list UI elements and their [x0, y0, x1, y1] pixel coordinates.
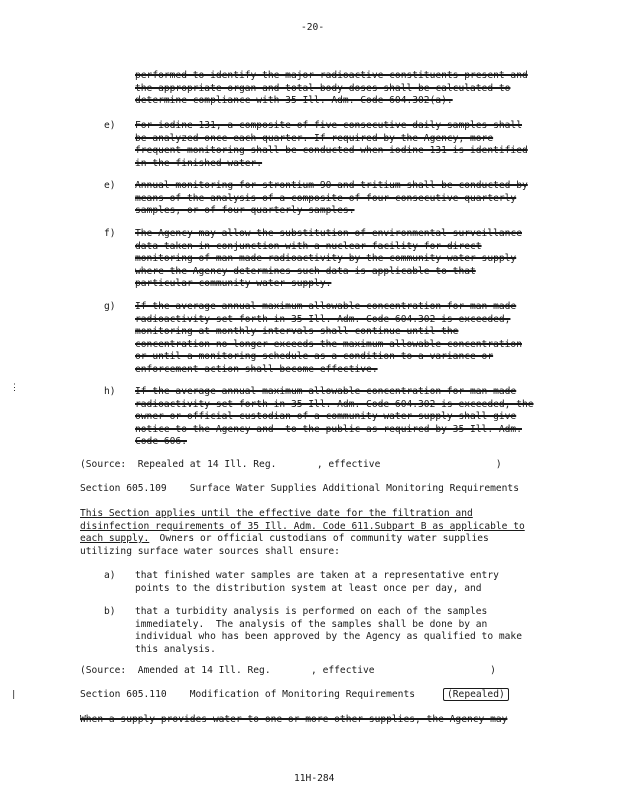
item-e2-line-1: Annual monitoring for strontium-90 and tritium shall be conducted by — [135, 180, 528, 191]
item-h-line-1: If the average annual maximum allowable concentration for man-made — [135, 386, 517, 397]
intro-underlined-line-2: disinfection requirements of 35 Ill. Adm. Code 611.Subpart B as applicable to — [80, 520, 525, 532]
intro-underlined-line-1: This Section applies until the effective date for the filtration and — [80, 508, 473, 519]
item-label-e2: e) — [104, 180, 116, 191]
continued-line-3: determine compliance with 35 Ill. Adm. Code 604.302(a). — [135, 95, 453, 106]
source-note-repealed: (Source: Repealed at 14 Ill. Reg. , effective ) — [80, 459, 502, 470]
repealed-last-line: When a supply provides water to one or more other supplies, the Agency may — [80, 714, 508, 725]
intro-underlined-line-3: each supply. — [80, 533, 150, 544]
item-label-f: f) — [104, 228, 116, 239]
item-b-line-3: individual who has been approved by the Agency as qualified to make — [135, 631, 522, 642]
item-f-line-1: The Agency may allow the substitution of environmental surveillance — [135, 228, 522, 239]
item-label-e1: e) — [104, 120, 116, 131]
section-605-110-heading: Section 605.110 Modification of Monitoring Requirements — [80, 689, 416, 700]
item-b-line-1: that a turbidity analysis is performed on each of the samples — [135, 606, 488, 617]
item-h-line-5: Code 606. — [135, 436, 187, 447]
intro-line-3-rest: Owners or official custodians of community water supplies — [148, 533, 489, 544]
continued-line-2: the appropriate organ and total body doses shall be calculated to — [135, 82, 511, 94]
item-g-line-6: enforcement action shall become effective. — [135, 363, 378, 375]
item-label-a: a) — [104, 570, 116, 581]
item-e1-line-4: in the finished water. — [135, 157, 263, 169]
item-b-line-2: immediately. The analysis of the samples shall be done by an — [135, 618, 488, 630]
intro-line-4: utilizing surface water sources shall ensure: — [80, 545, 340, 557]
item-e2-line-2: means of the analysis of a composite of four consecutive quarterly — [135, 192, 517, 204]
item-a-line-2: points to the distribution system at least once per day, and — [135, 582, 482, 594]
item-e2-line-3: samples, or of four quarterly samples. — [135, 205, 355, 216]
item-e1-line-3: frequent monitoring shall be conducted when iodine-131 is identified — [135, 145, 528, 156]
continued-line-1: performed to identify the major radioactive constituents present and — [135, 70, 528, 81]
repealed-status-box: (Repealed) — [443, 688, 509, 701]
page-header: -20- — [301, 22, 325, 33]
page-footer: 11H-284 — [294, 773, 335, 784]
item-a-line-1: that finished water samples are taken at a representative entry — [135, 570, 499, 581]
item-f-line-2: data taken in conjunction with a nuclear facility for direct — [135, 240, 482, 252]
item-g-line-1: If the average annual maximum allowable concentration for man-made — [135, 301, 517, 312]
item-label-b: b) — [104, 606, 116, 617]
item-f-line-3: monitoring of man-made radioactivity by the community water supply — [135, 253, 517, 264]
item-g-line-5: or until a monitoring schedule as a condition to a variance or — [135, 351, 494, 362]
source-note-amended: (Source: Amended at 14 Ill. Reg. , effective ) — [80, 665, 496, 676]
item-e1-line-1: For iodine-131, a composite of five consecutive daily samples shall — [135, 120, 522, 131]
item-h-line-2: radioactivity set forth in 35 Ill. Adm. Code 604.302 is exceeded, the — [135, 398, 534, 410]
item-g-line-2: radioactivity set forth in 35 Ill. Adm. Code 604.302 is exceeded, — [135, 313, 511, 325]
item-f-line-4: where the Agency determines such data is applicable to that — [135, 265, 476, 277]
margin-tick: | — [11, 690, 17, 700]
item-g-line-4: concentration no longer exceeds the maximum allowable concentration — [135, 338, 522, 350]
item-label-h: h) — [104, 386, 116, 397]
section-605-109-heading: Section 605.109 Surface Water Supplies Additional Monitoring Requirements — [80, 483, 519, 494]
item-h-line-4: notice to the Agency and to the public as required by 35 Ill. Adm. — [135, 423, 522, 435]
item-f-line-5: particular community water supply. — [135, 278, 332, 289]
item-g-line-3: monitoring at monthly intervals shall continue until the — [135, 326, 459, 337]
margin-mark: ⋮ — [10, 383, 19, 393]
item-h-line-3: owner or official custodian of a community water supply shall give — [135, 411, 517, 422]
item-b-line-4: this analysis. — [135, 643, 216, 655]
item-e1-line-2: be analyzed once each quarter. If required by the Agency, more — [135, 132, 494, 144]
item-label-g: g) — [104, 301, 116, 312]
